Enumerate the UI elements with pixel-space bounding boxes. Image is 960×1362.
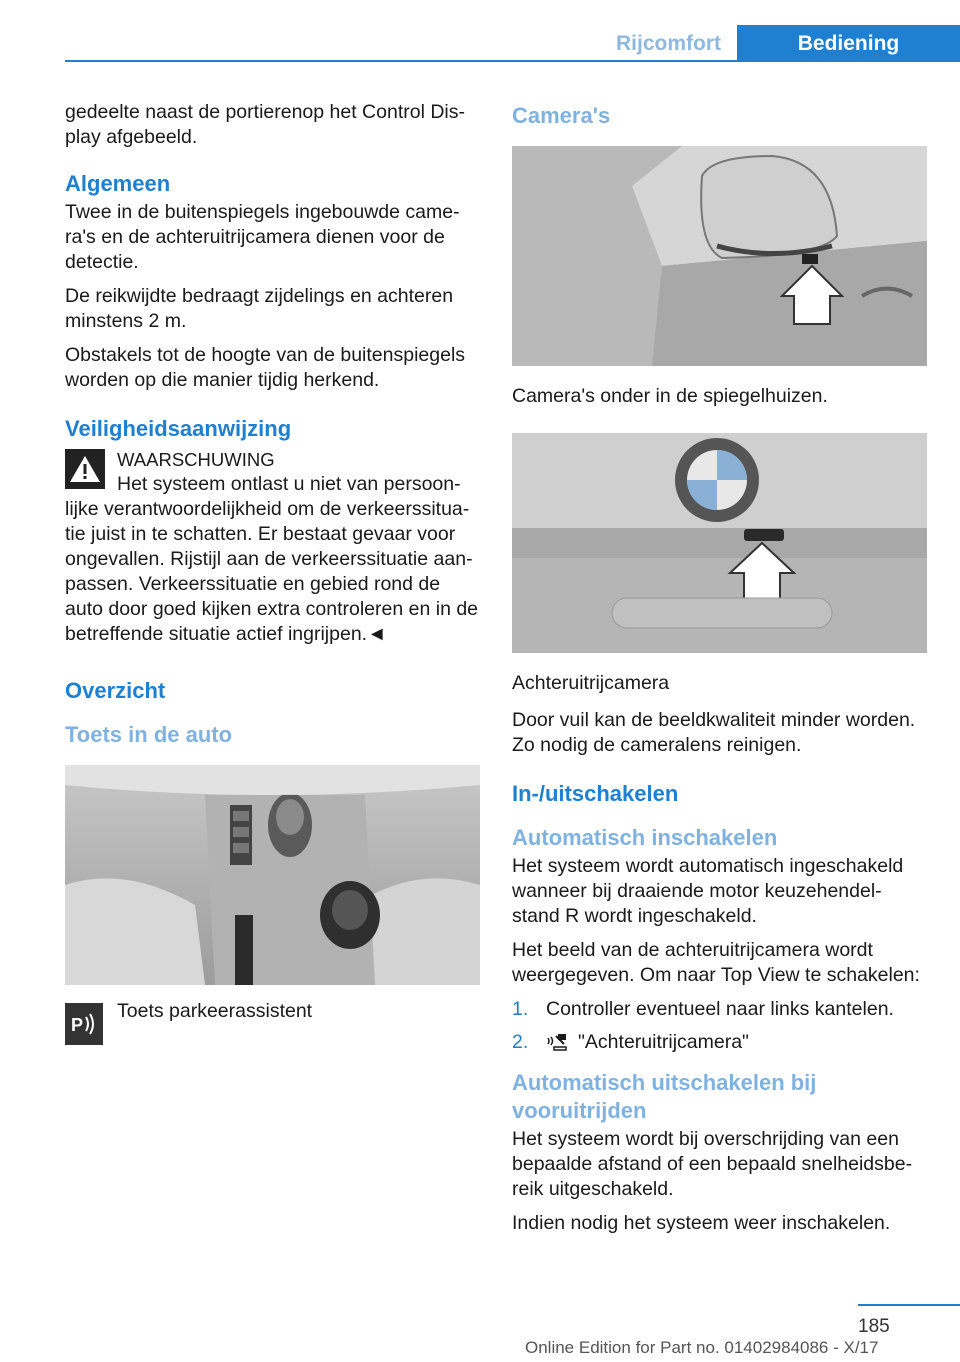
para-auto-off: Het systeem wordt bij overschrijding van een bepaalde afstand of een bepaald snelheidsbe- reik uitgeschakeld. xyxy=(512,1128,913,1200)
heading-toets: Toets in de auto xyxy=(65,722,233,747)
step-number: 2. xyxy=(512,1031,529,1053)
para-obstacles: Obstakels tot de hoogte van de buitenspiegels worden op die manier tijdig herkend. xyxy=(65,344,466,391)
console-photo xyxy=(65,765,480,985)
caption-rear: Achteruitrijcamera xyxy=(512,672,670,694)
footer-rule xyxy=(858,1304,960,1306)
warning-triangle-icon xyxy=(65,449,105,489)
heading-cameras: Camera's xyxy=(512,103,611,128)
header-section-tab: Rijcomfort xyxy=(616,31,721,55)
steps-list xyxy=(512,997,927,1059)
header-chapter-tab: Bediening xyxy=(737,25,960,62)
page-number: 185 xyxy=(858,1316,890,1337)
list-item xyxy=(512,997,927,1022)
caption-mirror: Camera's onder in de spiegelhuizen. xyxy=(512,385,828,407)
header-rule xyxy=(65,60,960,62)
para-auto-on: Het systeem wordt automatisch ingeschakeld wanneer bij draaiende motor keuzehendel- stand R wordt ingeschakeld. xyxy=(512,855,904,927)
warning-text: Het systeem ontlast u niet van persoon- lijke verantwoordelijkheid om de verkeerssitua- tie juist in te schatten. Er bestaat gevaar voor ongevallen. Rijstijl aan de verkeerssituatie aan- passen. Verkeerssituatie en gebied rond de auto door goed kijken extra controleren en in de betreffende situatie actief ingrijpen.◄ xyxy=(65,473,479,645)
mirror-photo xyxy=(512,146,927,366)
edition-note: Online Edition for Part no. 01402984086 - X/17 xyxy=(525,1338,879,1357)
intro-text: gedeelte naast de portierenop het Control Dis- play afgebeeld. xyxy=(65,101,465,148)
para-topview: Het beeld van de achteruitrijcamera wordt weergegeven. Om naar Top View te schakelen: xyxy=(512,939,920,986)
para-dirt: Door vuil kan de beeldkwaliteit minder worden. Zo nodig de cameralens reinigen. xyxy=(512,709,916,756)
heading-veiligheid: Veiligheidsaanwijzing xyxy=(65,416,292,441)
left-column xyxy=(65,100,480,1045)
park-assist-icon xyxy=(65,1003,103,1045)
para-reenable: Indien nodig het systeem weer inschakelen. xyxy=(512,1212,891,1234)
list-item xyxy=(512,1030,927,1059)
svg-text:P: P xyxy=(71,1015,84,1035)
heading-auto-in: Automatisch inschakelen xyxy=(512,825,778,850)
right-column xyxy=(512,100,927,1245)
heading-algemeen: Algemeen xyxy=(65,171,171,196)
step-text: Controller eventueel naar links kantelen. xyxy=(546,998,894,1020)
step-number: 1. xyxy=(512,998,529,1020)
heading-auto-uit: Automatisch uitschakelen bij vooruitrijden xyxy=(512,1070,817,1123)
key-row xyxy=(65,1000,480,1045)
para-detection: Twee in de buitenspiegels ingebouwde came- ra's en de achteruitrijcamera dienen voor de detectie. xyxy=(65,201,460,273)
rear-camera-photo xyxy=(512,433,927,653)
para-range: De reikwijdte bedraagt zijdelings en achteren minstens 2 m. xyxy=(65,285,454,332)
step-text: "Achteruitrijcamera" xyxy=(578,1031,749,1053)
key-label: Toets parkeerassistent xyxy=(117,1000,313,1022)
heading-inuit: In-/uitschakelen xyxy=(512,781,679,806)
heading-overzicht: Overzicht xyxy=(65,678,166,703)
warning-block xyxy=(65,447,480,647)
warning-title: WAARSCHUWING xyxy=(117,449,275,470)
camera-icon xyxy=(546,1030,572,1059)
